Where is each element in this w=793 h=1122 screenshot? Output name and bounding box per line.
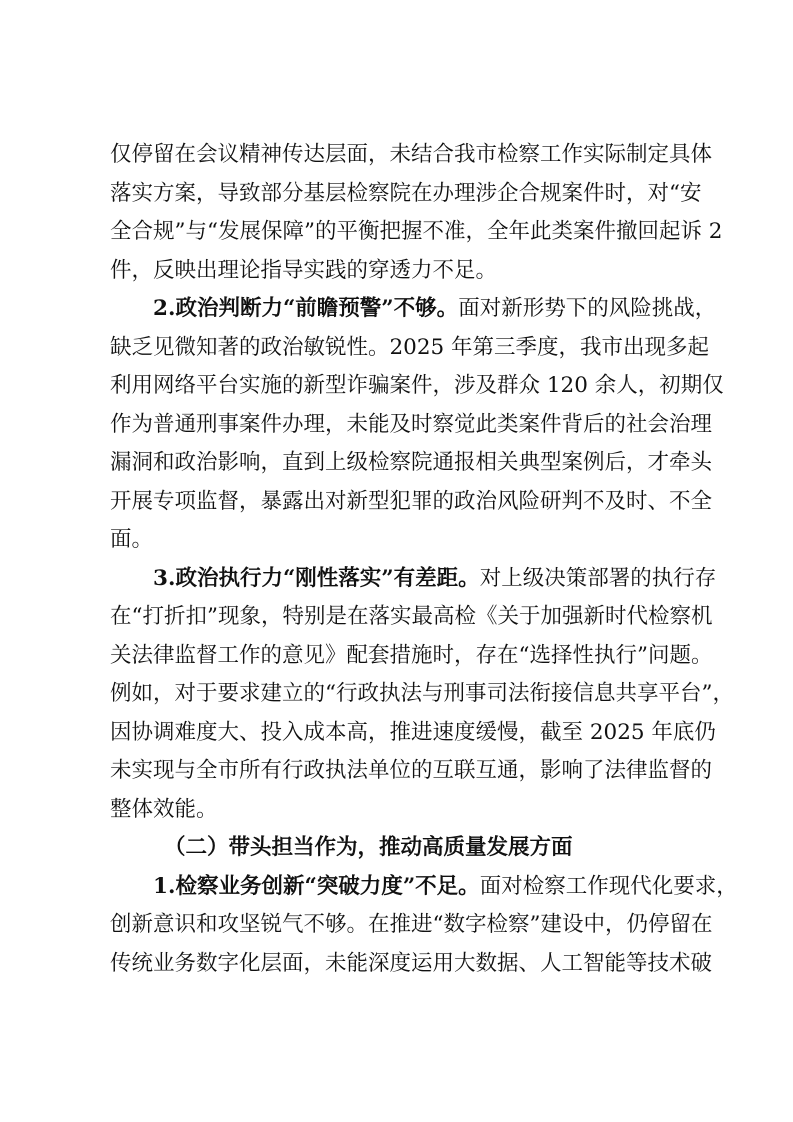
text-line: 关法律监督工作的意见》配套措施时，存在“选择性执行”问题。 <box>110 642 713 668</box>
paragraph-intro <box>110 136 723 290</box>
text-line <box>110 290 717 329</box>
text-line: 面。 <box>110 527 154 552</box>
paragraph-item-3 <box>110 560 734 830</box>
text-line: 因协调难度大、投入成本高，推进速度缓慢，截至 2025 年底仍 <box>110 719 716 745</box>
document-page <box>110 136 738 983</box>
section-heading <box>110 829 688 868</box>
text-line: 利用网络平台实施的新型诈骗案件，涉及群众 120 余人，初期仅 <box>110 373 724 398</box>
text-line: 未实现与全市所有行政执法单位的互联互通，影响了法律监督的 <box>110 758 713 783</box>
item-text: 面对新形势下的风险挑战， <box>458 296 717 321</box>
paragraph-item-1b <box>110 868 738 984</box>
item-title: 1.检察业务创新“突破力度”不足。 <box>153 873 480 899</box>
text-line: 缺乏见微知著的政治敏锐性。2025 年第三季度，我市出现多起 <box>110 334 710 360</box>
text-line: 全合规”与“发展保障”的平衡把握不准，全年此类案件撤回起诉 2 <box>110 219 723 244</box>
item-title: 2.政治判断力“前瞻预警”不够。 <box>153 296 459 321</box>
text-line: 传统业务数字化层面，未能深度运用大数据、人工智能等技术破 <box>110 950 713 976</box>
text-line: 件，反映出理论指导实践的穿透力不足。 <box>110 257 498 283</box>
text-line <box>110 868 738 907</box>
text-line: 创新意识和攻坚锐气不够。在推进“数字检察”建设中，仍停留在 <box>110 912 713 937</box>
text-line: 漏洞和政治影响，直到上级检察院通报相关典型案例后，才牵头 <box>110 450 713 475</box>
item-title: 3.政治执行力“刚性落实”有差距。 <box>153 565 480 591</box>
text-line: 整体效能。 <box>110 796 218 822</box>
text-line <box>110 560 717 599</box>
paragraph-item-2 <box>110 290 724 560</box>
item-text: 对上级决策部署的执行存 <box>479 565 717 591</box>
text-line: 落实方案，导致部分基层检察院在办理涉企合规案件时，对“安 <box>110 180 702 206</box>
text-line: 作为普通刑事案件办理，未能及时察觉此类案件背后的社会治理 <box>110 411 713 437</box>
text-line: 例如，对于要求建立的“行政执法与刑事司法衔接信息共享平台”， <box>110 681 734 706</box>
item-text: 面对检察工作现代化要求， <box>479 873 738 899</box>
text-line: 仅停留在会议精神传达层面，未结合我市检察工作实际制定具体 <box>110 142 713 167</box>
text-line: 在“打折扣”现象，特别是在落实最高检《关于加强新时代检察机 <box>110 604 713 629</box>
section-heading-text: （二）带头担当作为，推动高质量发展方面 <box>164 835 573 860</box>
text-line: 开展专项监督，暴露出对新型犯罪的政治风险研判不及时、不全 <box>110 488 713 514</box>
